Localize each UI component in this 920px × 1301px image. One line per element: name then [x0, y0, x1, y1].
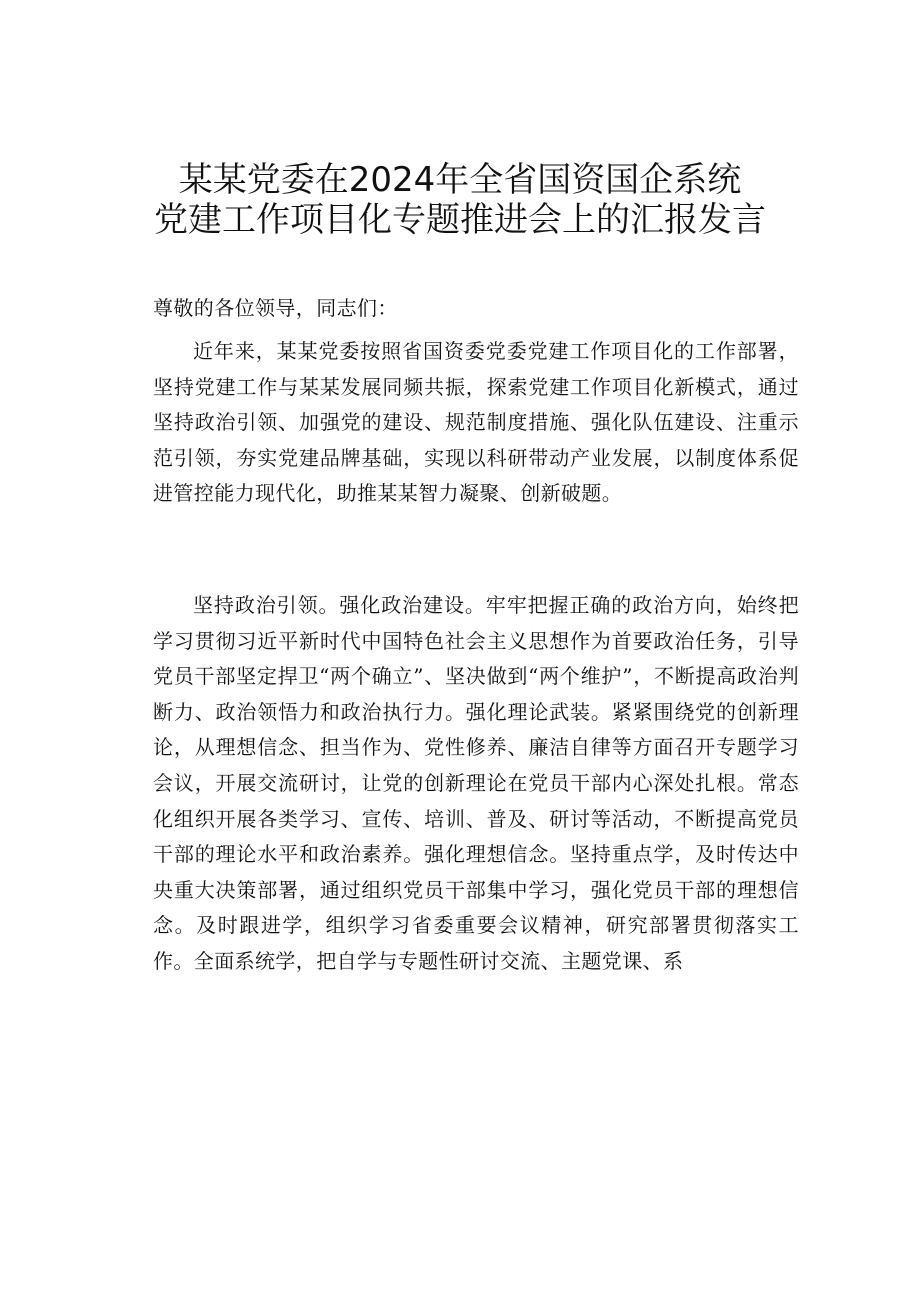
document-title-line-2: 党建工作项目化专题推进会上的汇报发言	[154, 200, 766, 240]
paragraph-political-leadership: 坚持政治引领。强化政治建设。牢牢把握正确的政治方向，始终把学习贯彻习近平新时代中国特色社会主义思想作为首要政治任务，引导党员干部坚定捍卫“两个确立”、坚决做到“两个维护”，不断提高政治判断力、政治领悟力和政治执行力。强化理论武装。紧紧围绕党的创新理论，从理想信念、担当作为、党性修养、廉洁自律等方面召开专题学习会议，开展交流研讨，让党的创新理论在党员干部内心深处扎根。常态化组织开展各类学习、宣传、培训、普及、研讨等活动，不断提高党员干部的理论水平和政治素养。强化理想信念。坚持重点学，及时传达中央重大决策部署，通过组织党员干部集中学习，强化党员干部的理想信念。及时跟进学，组织学习省委重要会议精神，研究部署贯彻落实工作。全面系统学，把自学与专题性研讨交流、主题党课、系	[153, 593, 799, 973]
document-title-line-1: 某某党委在2024年全省国资国企系统	[178, 160, 742, 200]
greeting: 尊敬的各位领导，同志们：	[153, 296, 398, 320]
paragraph-intro: 近年来，某某党委按照省国资委党委党建工作项目化的工作部署，坚持党建工作与某某发展同频共振，探索党建工作项目化新模式，通过坚持政治引领、加强党的建设、规范制度措施、强化队伍建设、注重示范引领，夯实党建品牌基础，实现以科研带动产业发展，以制度体系促进管控能力现代化，助推某某智力凝聚、创新破题。	[153, 339, 799, 506]
